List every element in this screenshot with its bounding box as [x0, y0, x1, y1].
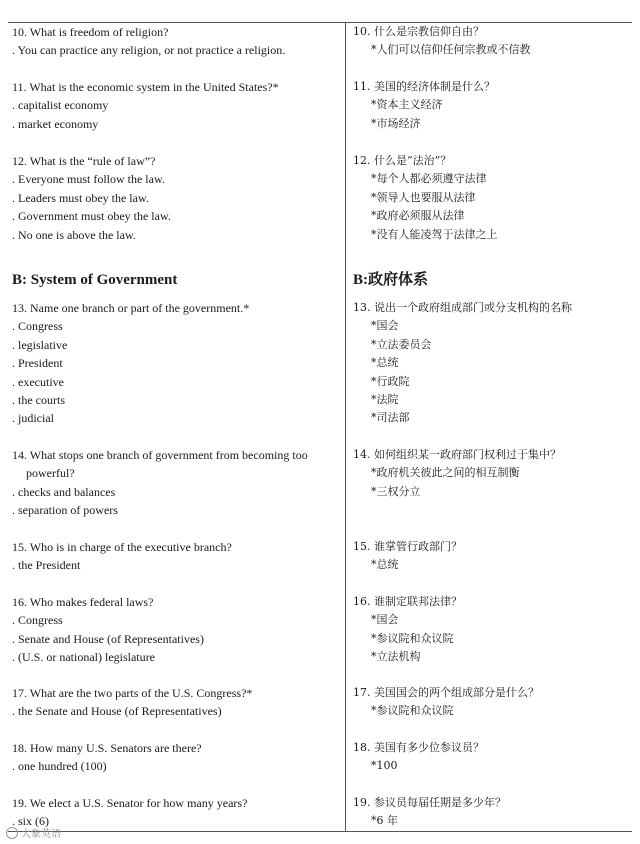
question-text: 19. 参议员每届任期是多少年？: [353, 796, 506, 809]
answer-text: . the President: [12, 558, 81, 573]
answer-text: *总统: [371, 356, 399, 370]
question-text: 10. What is freedom of religion?: [12, 25, 169, 39]
q15-zh: [349, 538, 632, 575]
answer-text: . legislative: [12, 337, 68, 352]
answer-text: *国会: [371, 613, 399, 627]
question-text: 13. 说出一个政府组成部门或分支机构的名称: [353, 301, 572, 314]
answer-text: *人们可以信仰任何宗教或不信教: [371, 43, 531, 57]
answer-text: . President: [12, 356, 63, 371]
question-text: 11. What is the economic system in the United States?*: [12, 80, 279, 94]
answer-text: . Senate and House (of Representatives): [12, 631, 204, 646]
q18-zh: [349, 739, 632, 776]
answer-text: *参议院和众议院: [371, 704, 454, 718]
watermark-logo-icon: [6, 827, 18, 839]
section-b-heading-zh: [349, 270, 632, 290]
q16-zh: [349, 593, 632, 667]
answer-text: *司法部: [371, 411, 410, 425]
answer-text: . judicial: [12, 411, 54, 426]
answer-text: . Leaders must obey the law.: [12, 190, 149, 205]
answer-text: *三权分立: [371, 484, 421, 498]
q12-en: [8, 152, 343, 244]
question-text: 14. 如何组织某一政府部门权利过于集中？: [353, 448, 561, 461]
q15-en: [8, 538, 343, 575]
answer-text: . Everyone must follow the law.: [12, 172, 165, 187]
q11-zh: [349, 78, 632, 133]
answer-text: . Government must obey the law.: [12, 209, 171, 224]
answer-text: . six (6): [12, 814, 49, 829]
question-text: 10. 什么是宗教信仰自由？: [353, 25, 484, 38]
answer-text: . checks and balances: [12, 484, 116, 499]
answer-text: . Congress: [12, 319, 63, 334]
answer-text: . the Senate and House (of Representatives): [12, 704, 222, 719]
answer-text: . (U.S. or national) legislature: [12, 650, 155, 665]
answer-text: *法院: [371, 393, 399, 407]
q13-en: [8, 299, 343, 428]
question-text: 15. Who is in charge of the executive branch?: [12, 540, 232, 554]
q12-zh: [349, 152, 632, 244]
answer-text: . the courts: [12, 393, 65, 408]
answer-text: *行政院: [371, 374, 410, 388]
answer-text: . one hundred (100): [12, 759, 107, 774]
answer-text: *政府机关彼此之间的相互制衡: [371, 466, 520, 480]
question-text: 18. 美国有多少位参议员？: [353, 741, 484, 754]
q18-en: [8, 739, 343, 776]
answer-text: *资本主义经济: [371, 98, 443, 112]
question-text: 14. What stops one branch of government from becoming too powerful?: [12, 448, 308, 481]
answer-text: *立法委员会: [371, 337, 432, 351]
answer-text: . separation of powers: [12, 503, 118, 518]
column-divider: [345, 23, 346, 831]
answer-text: . No one is above the law.: [12, 227, 136, 242]
watermark: [6, 825, 61, 840]
answer-text: *没有人能凌驾于法律之上: [371, 227, 498, 241]
question-text: 12. What is the “rule of law”?: [12, 154, 156, 168]
chinese-column: [349, 23, 632, 831]
answer-text: . market economy: [12, 116, 99, 131]
question-text: 16. 谁制定联邦法律？: [353, 595, 462, 608]
answer-text: *每个人都必须遵守法律: [371, 172, 487, 186]
question-text: 17. 美国国会的两个组成部分是什么？: [353, 686, 539, 699]
question-text: 11. 美国的经济体制是什么？: [353, 80, 495, 93]
answer-text: *市场经济: [371, 116, 421, 130]
answer-text: . capitalist economy: [12, 98, 109, 113]
answer-text: *6 年: [371, 814, 398, 828]
q19-zh: [349, 794, 632, 831]
section-b-heading-en: [8, 270, 343, 290]
section-title: B:政府体系: [353, 272, 429, 288]
answer-text: *参议院和众议院: [371, 631, 454, 645]
section-title: B: System of Government: [12, 272, 178, 288]
watermark-text: 大象英语: [21, 829, 61, 840]
question-text: 17. What are the two parts of the U.S. Congress?*: [12, 686, 253, 700]
q17-en: [8, 684, 343, 721]
question-text: 13. Name one branch or part of the government.*: [12, 301, 250, 315]
answer-text: . Congress: [12, 613, 63, 628]
q14-zh: [349, 446, 632, 501]
english-column: [8, 23, 343, 831]
answer-text: . executive: [12, 374, 64, 389]
q10-zh: [349, 23, 632, 60]
question-text: 16. Who makes federal laws?: [12, 595, 154, 609]
question-text: 12. 什么是“法治”？: [353, 154, 452, 167]
answer-text: . You can practice any religion, or not practice a religion.: [12, 43, 286, 58]
answer-text: *政府必须服从法律: [371, 209, 465, 223]
q14-en: [8, 446, 343, 520]
question-text: 18. How many U.S. Senators are there?: [12, 741, 202, 755]
question-text: 19. We elect a U.S. Senator for how many years?: [12, 796, 248, 810]
answer-text: *国会: [371, 319, 399, 333]
q10-en: [8, 23, 343, 60]
q16-en: [8, 593, 343, 667]
civics-table: [8, 22, 632, 832]
q11-en: [8, 78, 343, 133]
answer-text: *100: [371, 759, 398, 773]
answer-text: *总统: [371, 558, 399, 572]
q17-zh: [349, 684, 632, 721]
answer-text: *立法机构: [371, 650, 421, 664]
answer-text: *领导人也要服从法律: [371, 190, 476, 204]
question-text: 15. 谁掌管行政部门？: [353, 540, 462, 553]
q13-zh: [349, 299, 632, 428]
